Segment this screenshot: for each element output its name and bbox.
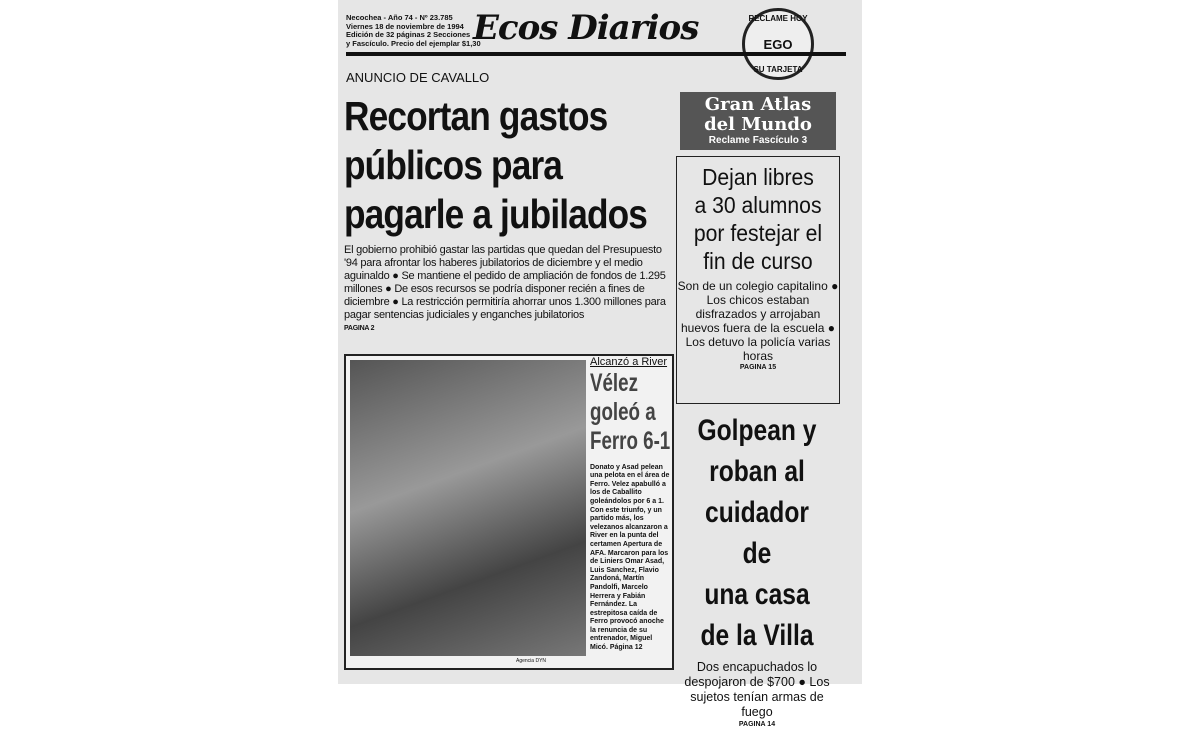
headline-line: goleó a (590, 397, 656, 426)
sports-caption (590, 358, 670, 653)
page-ref: PAGINA 2 (344, 325, 375, 332)
newspaper-logo: Ecos Diarios (473, 8, 699, 48)
sports-story (344, 354, 674, 670)
headline-line: pagarle a jubilados (344, 191, 648, 237)
masthead-rule (346, 52, 846, 56)
seal-logo: EGO (763, 36, 793, 52)
main-lead (344, 244, 676, 333)
story-body: Son de un colegio capitalino ● Los chicos estaban disfrazados y arrojaban huevos fuera de la escuela ● Los detuvo la policía varias horas (677, 279, 839, 363)
meta-line: Necochea - Año 74 - Nº 23.785 (346, 13, 453, 22)
meta-line: Edición de 32 páginas 2 Secciones (346, 30, 471, 39)
headline-line: Dejan libres (702, 164, 814, 190)
headline-line: por festejar el (693, 220, 823, 246)
page-ref: PAGINA 14 (738, 721, 776, 728)
story-headline (691, 410, 824, 656)
headline-line: cuidador de (705, 496, 809, 570)
headline-line: Recortan gastos (344, 93, 608, 139)
headline-line: públicos para (344, 142, 563, 188)
photo-credit: Agencia DYN (516, 658, 547, 664)
main-headline (344, 92, 647, 239)
story-body: Dos encapuchados lo despojaron de $700 ● Los sujetos tenían armas de fuego (684, 660, 830, 719)
headline-line: Ferro 6-1 (590, 426, 671, 455)
headline-line: Vélez (590, 368, 638, 397)
students-story (676, 156, 840, 404)
football-photo (350, 360, 586, 656)
seal-text: RECLAME HOY (748, 14, 808, 23)
promo-seal (742, 8, 814, 80)
atlas-title: Gran Atlas (704, 94, 812, 115)
caption-text: Donato y Asad pelean una pelota en el área de Ferro. Velez apabulló a los de Caballito goleándolos por 6 a 1. Con este triunfo, y un partido más, los velezanos alcanzaron a River en la punta del certamen Apertura de AFA. Marcaron para los de Liniers Omar Asad, Luis Sanchez, Flavio Zandoná, Martín Pandolfi, Marcelo Herrera y Fabián Fernández. La estrepitosa caída de Ferro provocó anoche la renuncia de su entrenador, Miguel Micó. Página 12 (590, 463, 670, 652)
atlas-promo (680, 92, 836, 150)
headline-line: roban al (709, 455, 805, 488)
headline-line: de la Villa (700, 619, 814, 652)
sports-kicker: Alcanzó a River (590, 356, 668, 368)
newspaper-page (338, 0, 862, 728)
seal-text: SU TARJETA (753, 65, 803, 74)
main-kicker: ANUNCIO DE CAVALLO (346, 70, 490, 85)
atlas-title: del Mundo (704, 114, 812, 135)
atlas-sub: Reclame Fascículo 3 (708, 135, 808, 146)
headline-line: a 30 alumnos (694, 192, 822, 218)
sports-headline (590, 368, 671, 456)
headline-line: Golpean y (697, 414, 817, 447)
robbery-story (676, 410, 838, 729)
lead-text: El gobierno prohibió gastar las partidas que quedan del Presupuesto '94 para afrontar los haberes jubilatorios de diciembre y el medio aguinaldo ● Se mantiene el pedido de ampliación de fondos de 1.295 millones ● De esos recursos se podría disponer recién a fines de diciembre ● La restricción permitiría ahorrar unos 1.300 millones para pagar sentencias judiciales y enganches jubilatorios (344, 244, 666, 321)
meta-line: y Fascículo. Precio del ejemplar $1,30 (346, 38, 481, 48)
story-headline (683, 163, 832, 275)
edition-info (346, 14, 486, 48)
page-ref: PAGINA 15 (739, 364, 777, 371)
headline-line: fin de curso (703, 248, 813, 274)
headline-line: una casa (704, 578, 810, 611)
meta-line: Viernes 18 de noviembre de 1994 (346, 21, 464, 31)
